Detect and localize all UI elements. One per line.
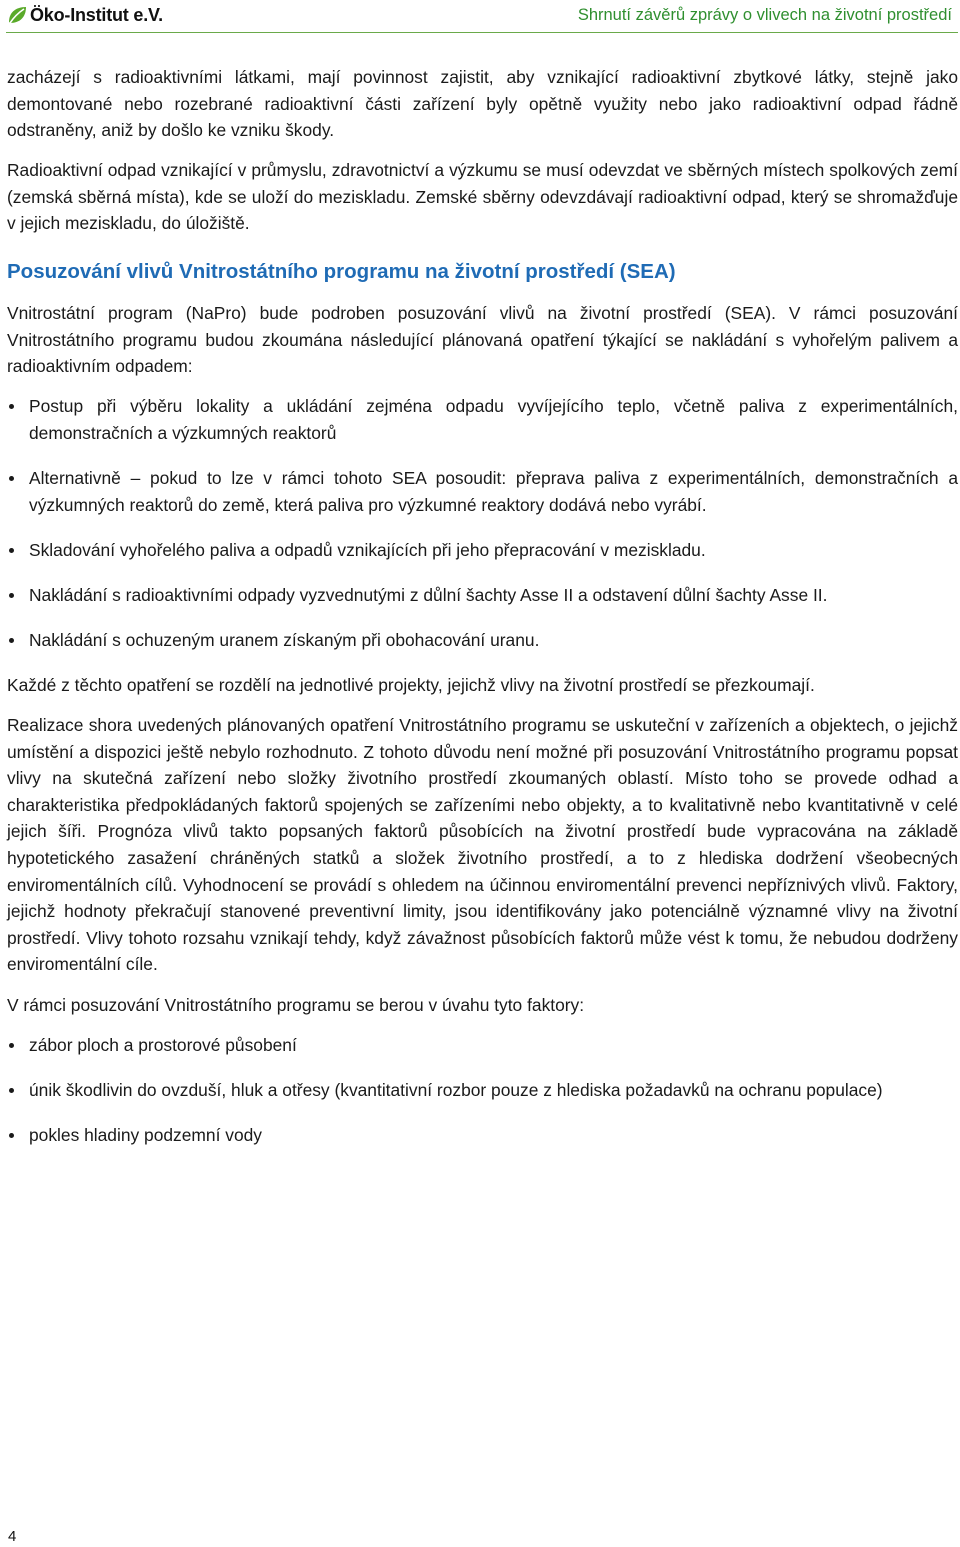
page-header	[0, 0, 960, 32]
bullet-icon	[9, 593, 14, 598]
factors-list	[7, 1032, 958, 1149]
list-item	[7, 582, 958, 609]
document-body	[7, 64, 958, 1167]
paragraph-2: Radioaktivní odpad vznikající v průmyslu, zdravotnictví a výzkumu se musí odevzdat ve sběrných místech spolkových zemí (zemská sběrná místa), kde se uloží do meziskladu. Zemské sběrny odevzdávají radioaktivní odpad, který se shromažďuje v jejich meziskladu, do úložiště.	[7, 160, 958, 234]
bullet-icon	[9, 1133, 14, 1138]
list-item	[7, 537, 958, 564]
bullet-icon	[9, 1088, 14, 1093]
leaf-icon	[6, 5, 28, 25]
list-item-text: pokles hladiny podzemní vody	[29, 1124, 262, 1145]
list-item	[7, 1122, 958, 1149]
list-item	[7, 393, 958, 446]
paragraph-4: Každé z těchto opatření se rozdělí na jednotlivé projekty, jejichž vlivy na životní prostředí se přezkoumají.	[7, 675, 815, 695]
measures-list	[7, 393, 958, 653]
list-item-text: Postup při výběru lokality a ukládání zejména odpadu vyvíjejícího teplo, včetně paliva z experimentálních, demonstračních a výzkumných reaktorů	[29, 396, 958, 443]
header-divider	[6, 32, 958, 33]
list-item-text: Skladování vyhořelého paliva a odpadů vznikajících při jeho přepracování v meziskladu.	[29, 539, 706, 560]
paragraph-6: V rámci posuzování Vnitrostátního programu se berou v úvahu tyto faktory:	[7, 994, 585, 1015]
list-item-text: Nakládání s radioaktivními odpady vyzvednutými z důlní šachty Asse II a odstavení důlní šachty Asse II.	[29, 584, 828, 605]
list-item	[7, 1032, 958, 1059]
list-item	[7, 465, 958, 518]
paragraph-1: zacházejí s radioaktivními látkami, mají povinnost zajistit, aby vznikající radioaktivní zbytkové látky, stejně jako demontované nebo rozebrané radioaktivní části zařízení byly opětně využity nebo jako radioaktivní odpad řádně odstraněny, aniž by došlo ke vzniku škody.	[7, 67, 958, 141]
list-item-text: únik škodlivin do ovzduší, hluk a otřesy (kvantitativní rozbor pouze z hlediska požadavků na ochranu populace)	[29, 1079, 883, 1100]
bullet-icon	[9, 476, 14, 481]
page-number: 4	[8, 1528, 17, 1545]
list-item	[7, 1077, 958, 1104]
list-item-text: Nakládání s ochuzeným uranem získaným při obohacování uranu.	[29, 629, 540, 650]
list-item	[7, 627, 958, 654]
logo-text: Öko-Institut e.V.	[30, 4, 163, 25]
section-heading: Posuzování vlivů Vnitrostátního programu na životní prostředí (SEA)	[7, 260, 676, 284]
logo	[6, 4, 163, 26]
list-item-text: Alternativně – pokud to lze v rámci tohoto SEA posoudit: přeprava paliva z experimentálních, demonstračních a výzkumných reaktorů do země, která paliva pro výzkumné reaktory dodává nebo vyrábí.	[29, 468, 958, 515]
document-title: Shrnutí závěrů zprávy o vlivech na životní prostředí	[577, 6, 952, 24]
list-item-text: zábor ploch a prostorové působení	[29, 1034, 297, 1055]
bullet-icon	[9, 404, 14, 409]
bullet-icon	[9, 548, 14, 553]
bullet-icon	[9, 638, 14, 643]
bullet-icon	[9, 1043, 14, 1048]
paragraph-3: Vnitrostátní program (NaPro) bude podroben posuzování vlivů na životní prostředí (SEA). V rámci posuzování Vnitrostátního programu budou zkoumána následující plánovaná opatření týkající se nakládání s vyhořelým palivem a radioaktivním odpadem:	[7, 303, 958, 377]
paragraph-5: Realizace shora uvedených plánovaných opatření Vnitrostátního programu se uskuteční v zařízeních a objektech, o jejichž umístění a dispozici ještě nebylo rozhodnuto. Z tohoto důvodu není možné při posuzování Vnitrostátního programu popsat vlivy na skutečná zařízení nebo složky životního prostředí zkoumaných oblastí. Místo toho se provede odhad a charakteristika předpokládaných faktorů spojených se zařízeními nebo objekty, a to kvalitativně nebo kvantitativně v celé jejich šíři. Prognóza vlivů takto popsaných faktorů působících na životní prostředí bude vypracována na základě hypotetického zasažení chráněných statků a složek životního prostředí, a to z hlediska dodržení všeobecných enviromentálních cílů. Vyhodnocení se provádí s ohledem na účinnou enviromentální prevenci nepříznivých vlivů. Faktory, jejichž hodnoty překračují stanovené preventivní limity, jsou identifikovány jako potenciálně významné vlivy na životní prostředí. Vlivy tohoto rozsahu vznikají tehdy, když závažnost působících faktorů může vést k tomu, že nebudou dodrženy enviromentální cíle.	[7, 715, 958, 975]
